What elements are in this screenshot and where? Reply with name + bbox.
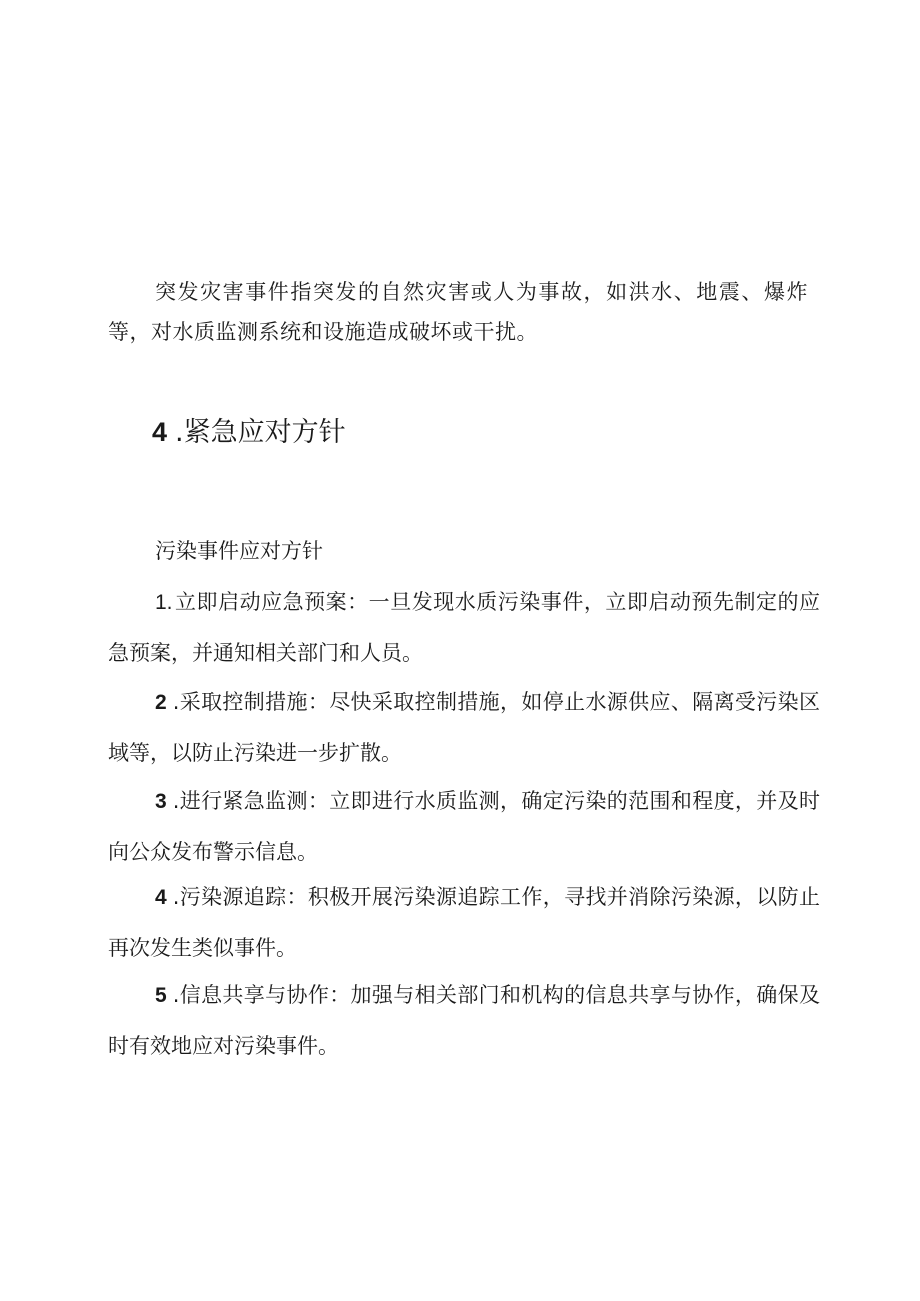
list-item-number: 5 <box>155 984 167 1007</box>
list-item <box>108 677 820 779</box>
list-item-number: 2 <box>155 691 167 714</box>
list-item <box>108 577 820 679</box>
section-number: 4 <box>152 417 168 447</box>
section-heading <box>152 410 346 455</box>
section-title: .紧急应对方针 <box>175 417 346 448</box>
list-item <box>108 872 820 974</box>
list-item-text: .进行紧急监测：立即进行水质监测，确定污染的范围和程度，并及时向公众发布警示信息。 <box>108 789 820 864</box>
list-item <box>108 970 820 1072</box>
intro-paragraph: 突发灾害事件指突发的自然灾害或人为事故，如洪水、地震、爆炸等，对水质监测系统和设施造成破坏或干扰。 <box>108 280 808 344</box>
list-item <box>108 776 820 878</box>
list-item-text: .信息共享与协作：加强与相关部门和机构的信息共享与协作，确保及时有效地应对污染事件。 <box>108 983 820 1058</box>
list-item-number: 3 <box>155 790 167 813</box>
subsection-title: 污染事件应对方针 <box>155 539 323 563</box>
list-item-number: 4 <box>155 886 167 909</box>
list-item-number: 1. <box>155 591 173 614</box>
list-item-text: 立即启动应急预案：一旦发现水质污染事件，立即启动预先制定的应急预案，并通知相关部门和人员。 <box>108 590 820 665</box>
list-item-text: .污染源追踪：积极开展污染源追踪工作，寻找并消除污染源，以防止再次发生类似事件。 <box>108 885 820 960</box>
list-item-text: .采取控制措施：尽快采取控制措施，如停止水源供应、隔离受污染区域等，以防止污染进一步扩散。 <box>108 690 820 765</box>
